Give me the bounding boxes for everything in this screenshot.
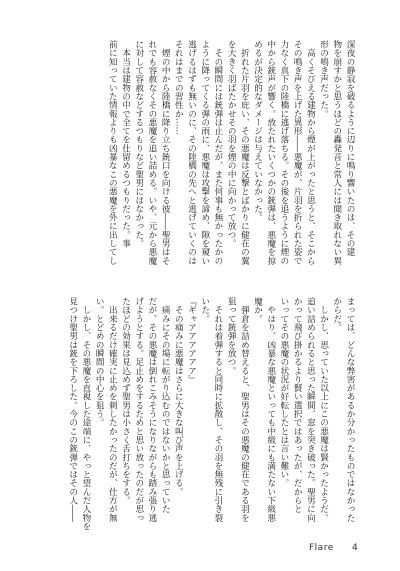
- text-line: 前に知っていた情報よりも凶暴なこの悪魔を外に出してし: [107, 40, 118, 265]
- footer-title: Flare: [309, 543, 334, 553]
- page-number: 4: [352, 543, 358, 553]
- text-line: 出来るだけ確実に止めを刺したかったのだが、仕方が無: [107, 297, 118, 522]
- text-line: 高くそびえる建物から煙が上がったと思うと、そこから: [305, 40, 316, 265]
- text-line: やはり、凶暴な悪魔といっても中級にも満たない下級悪: [265, 297, 276, 522]
- text-line: からだ。: [331, 297, 342, 332]
- text-line: いってその悪魔の状況が好転したとは言い難い。: [278, 297, 289, 488]
- text-line: それは着弾すると同時に拡散し、その羽を無残に引き裂: [212, 297, 223, 522]
- text-line: 力なく真下の陸橋に逃げ落ちる。その後を追うように煙の: [278, 40, 289, 265]
- text-line: だが、その悪魔は倒れこみそうになりながらも踏み張り逃: [146, 297, 157, 522]
- text-line: 痛みにその場に転がり込むのではないかと思っていた: [160, 297, 171, 514]
- text-line: ように降ってくる弾の雨に、悪魔は攻撃を諦め、隙を窺い: [199, 40, 210, 265]
- text-line: しかし、思っていた以上にこの悪魔は賢かったようだ。: [318, 297, 329, 522]
- text-line: げようとする。足止めをするためと思い放ったのだが思っ: [133, 297, 144, 522]
- text-line: 形の鳴き声だった。: [318, 40, 329, 118]
- text-line: 折れた片羽を庇い、その悪魔は反撃とばかりに健在の翼: [239, 40, 250, 265]
- text-line: 中から銃声が響く。放たれたいくつかの銃弾は、悪魔を掠: [265, 40, 276, 265]
- text-line: れでも容赦なくその悪魔を追い詰める。いや、元から悪魔: [146, 40, 157, 265]
- text-line: かって飛び掛かるより賢い選択ではあったが、だからと: [292, 297, 303, 514]
- text-line: 弾倉を詰め替えると、聖男はその悪魔の健在である羽を: [239, 297, 250, 522]
- text-line: しかし、その悪魔を直視した途端に、やっと望んだ人物を: [80, 297, 91, 531]
- text-line: 深夜の静寂を破るように辺りに鳴り響いたのは、その建: [345, 40, 355, 257]
- text-line: 追い詰められると思った瞬間、窓を突き破った。聖男に向: [305, 297, 316, 522]
- text-line: 狙って銃弾を放つ。: [226, 297, 237, 375]
- text-line: いた。: [199, 297, 210, 323]
- text-line: 『ギャアアアアアア』: [186, 297, 197, 384]
- text-line: たほどの効果は見込めず聖男は小さく舌打ちをする。: [120, 297, 131, 505]
- text-line: その痛みに悪魔はさらに大きな叫び声を上げる。: [173, 297, 184, 496]
- text-line: 見つけ聖男は銃を下ろした。今のこの銃弾ではその人――: [67, 297, 78, 522]
- text-line: その瞬間には銃弾は止んだが、また何事も無かったかの: [212, 40, 223, 265]
- text-line: その鳴き声を上げた異形――悪魔が、片羽を折られた姿で: [292, 40, 303, 265]
- text-line: まっては、どんな弊害があるか分かったものではなかった: [345, 297, 355, 522]
- text-line: めるが決定的なダメージは与えていなかった。: [252, 40, 263, 222]
- text-line: に対して容赦などするつもりなど聖男にはなかった。: [133, 40, 144, 248]
- text-line: を大きく羽ばたかせその羽を煙の中に向かって放つ。: [226, 40, 237, 248]
- text-line: 魔か。: [252, 297, 263, 323]
- text-line: 本当は建物の中で全てを仕留めるつもりだった。事: [120, 40, 131, 248]
- text-line: い。とどめの瞬間の中心を狙う。: [94, 297, 105, 427]
- text-block-lower: [66, 297, 356, 535]
- text-line: それはまでの習性か……: [173, 40, 184, 136]
- text-block-upper: [105, 40, 356, 276]
- text-line: 逃げるはずも無いのに、その陸橋の先へと逃げていくのは: [186, 40, 197, 265]
- text-line: 物を崩すかと思うほどの轟発音と常人には聞き取れない異: [331, 40, 342, 265]
- text-line: 煙の中から陸橋に降り立ち銃口を向ける彼――聖男はそ: [160, 40, 171, 265]
